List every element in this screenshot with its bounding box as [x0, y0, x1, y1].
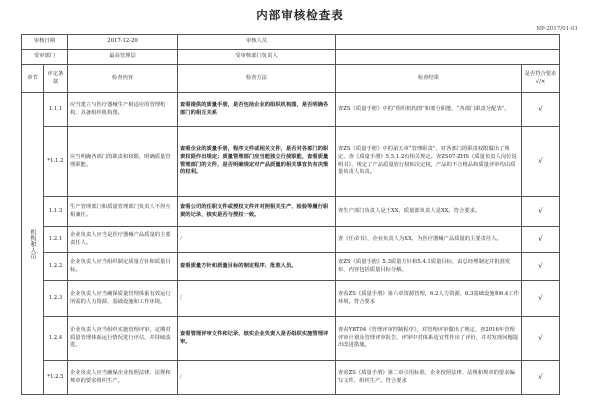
- col-conformity-label: 是否符合要求: [524, 70, 557, 77]
- auditor-label: 审核人员: [178, 35, 336, 50]
- conformity-cell: √: [522, 317, 560, 361]
- col-content: 检查内容: [68, 65, 178, 93]
- clause-cell: 1.1.1: [44, 93, 68, 127]
- method-cell: /: [178, 361, 336, 395]
- audit-date-label: 审核日期: [22, 35, 68, 50]
- result-cell: 查生产部门负责人是王XX，质量部负责人是XX。符合要求。: [336, 197, 522, 227]
- table-row: [22, 227, 560, 253]
- clause-cell: *1.1.2: [44, 127, 68, 197]
- checklist-table: [21, 34, 560, 395]
- table-row: [22, 253, 560, 281]
- dept-value: 最高管理层: [68, 50, 178, 65]
- clause-cell: 1.2.2: [44, 253, 68, 281]
- clause-cell: 1.2.3: [44, 281, 68, 317]
- method-cell: 查看公司的任职文件或授权文件并对照相关生产、检验等履行职责的记录，核实是否与授权一致。: [178, 197, 336, 227]
- conformity-cell: √: [522, 127, 560, 197]
- auditor-value: [336, 35, 560, 50]
- table-row: [22, 127, 560, 197]
- result-cell: 查看ZS《质量手册》第二章引用标准，企业按照法律、法规和规章的要求编写文件，组织生产。符合要求: [336, 361, 522, 395]
- column-header-row: [22, 65, 560, 93]
- method-cell: 查看质量方针和质量目标的制定程序、批准人员。: [178, 253, 336, 281]
- col-section: 章节: [22, 65, 44, 93]
- conformity-cell: √: [522, 253, 560, 281]
- dept-head-label: 受审核部门负责人: [178, 50, 336, 65]
- col-clause: 评定条款: [44, 65, 68, 93]
- result-cell: 查看ZS《质量手册》第六章资源管理，6.2人力资源，6.3基础设施和6.4工作环境。符合要求: [336, 281, 522, 317]
- content-cell: 企业负责人应当确保企业按照法律、法规和规章的要求组织生产。: [68, 361, 178, 395]
- conformity-cell: √: [522, 281, 560, 317]
- content-cell: 企业负责人应当组织实施管理评审，定期对质量管理体系运行情况进行评估，并持续改进。: [68, 317, 178, 361]
- col-method: 检查方法: [178, 65, 336, 93]
- dept-head-value: [336, 50, 560, 65]
- conformity-cell: √: [522, 93, 560, 127]
- conformity-cell: √: [522, 197, 560, 227]
- content-cell: 生产管理部门和质量管理部门负责人不得互相兼任。: [68, 197, 178, 227]
- table-row: [22, 197, 560, 227]
- clause-cell: 1.2.1: [44, 227, 68, 253]
- header-row-2: [22, 50, 560, 65]
- result-cell: 查《任命书》，企业负责人为XX，为医疗器械产品质量的主要责任人。: [336, 227, 522, 253]
- header-row-1: [22, 35, 560, 50]
- clause-cell: 1.1.3: [44, 197, 68, 227]
- page-title: 内部审核检查表: [256, 8, 344, 22]
- table-row: [22, 361, 560, 395]
- result-cell: 查ZS《质量手册》中的“组织机构图”和部分职能，“各部门职责分配表”。: [336, 93, 522, 127]
- result-cell: 查ZS《质量手册》中的第五章“管理职责”，对各部门的职责权限做出了规定，查《质量手册》5.5.1.2有相关规定。查ZS07-ZHS《质量负责人岗位说明书》，规定了产品质量放行权和决定权，产品的不合格品和质量评审均由质量负责人负责。: [336, 127, 522, 197]
- content-cell: 企业负责人应当组织制定质量方针和质量目标。: [68, 253, 178, 281]
- document-number: NP-2017/01-01: [536, 26, 578, 32]
- col-conformity-marks: √/×: [535, 78, 546, 85]
- col-result: 检查结果: [336, 65, 522, 93]
- content-cell: 企业负责人应当确保质量管理体系有效运行所需的人力资源、基础设施和工作环境。: [68, 281, 178, 317]
- table-row: [22, 281, 560, 317]
- method-cell: 查看管理评审文件和记录，核实企业负责人是否组织实施管理评审。: [178, 317, 336, 361]
- group-label: 机构和人员: [22, 93, 44, 395]
- result-cell: 查ZS《质量手册》5.3质量方针和5.4.1质量目标，由总经理制定并批准发布，内容包括质量目标分解。: [336, 253, 522, 281]
- clause-cell: *1.2.5: [44, 361, 68, 395]
- content-cell: 企业负责人应当是医疗器械产品质量的主要责任人。: [68, 227, 178, 253]
- content-cell: 应当建立与医疗器械生产相适应的管理机构，具备组织机构图。: [68, 93, 178, 127]
- method-cell: /: [178, 281, 336, 317]
- result-cell: 查看YBT04《管理评审控制程序》，对管理评审做出了规定，查2016年管理评审计划及管理评审报告，评审中对体系适宜性作出了评价，并对发现问题提出改进措施。: [336, 317, 522, 361]
- table-row: [22, 317, 560, 361]
- method-cell: /: [178, 227, 336, 253]
- col-conformity: [522, 65, 560, 93]
- conformity-cell: √: [522, 361, 560, 395]
- conformity-cell: √: [522, 227, 560, 253]
- content-cell: 应当明确各部门的职责和权限，明确质量管理职能。: [68, 127, 178, 197]
- method-cell: 查看企业的质量手册，程序文件或相关文件，是否对各部门的职责权限作出规定；质量管理部门应当能独立行使职能，查看质量管理部门的文件，是否明确规定对产品质量的相关事宜负有决策的权利。: [178, 127, 336, 197]
- audit-date-value: 2017-12-20: [68, 35, 178, 50]
- dept-label: 受审部门: [22, 50, 68, 65]
- clause-cell: 1.2.4: [44, 317, 68, 361]
- table-row: [22, 93, 560, 127]
- method-cell: 查看提供的质量手册，是否包括企业的组织机构图，是否明确各部门的相互关系: [178, 93, 336, 127]
